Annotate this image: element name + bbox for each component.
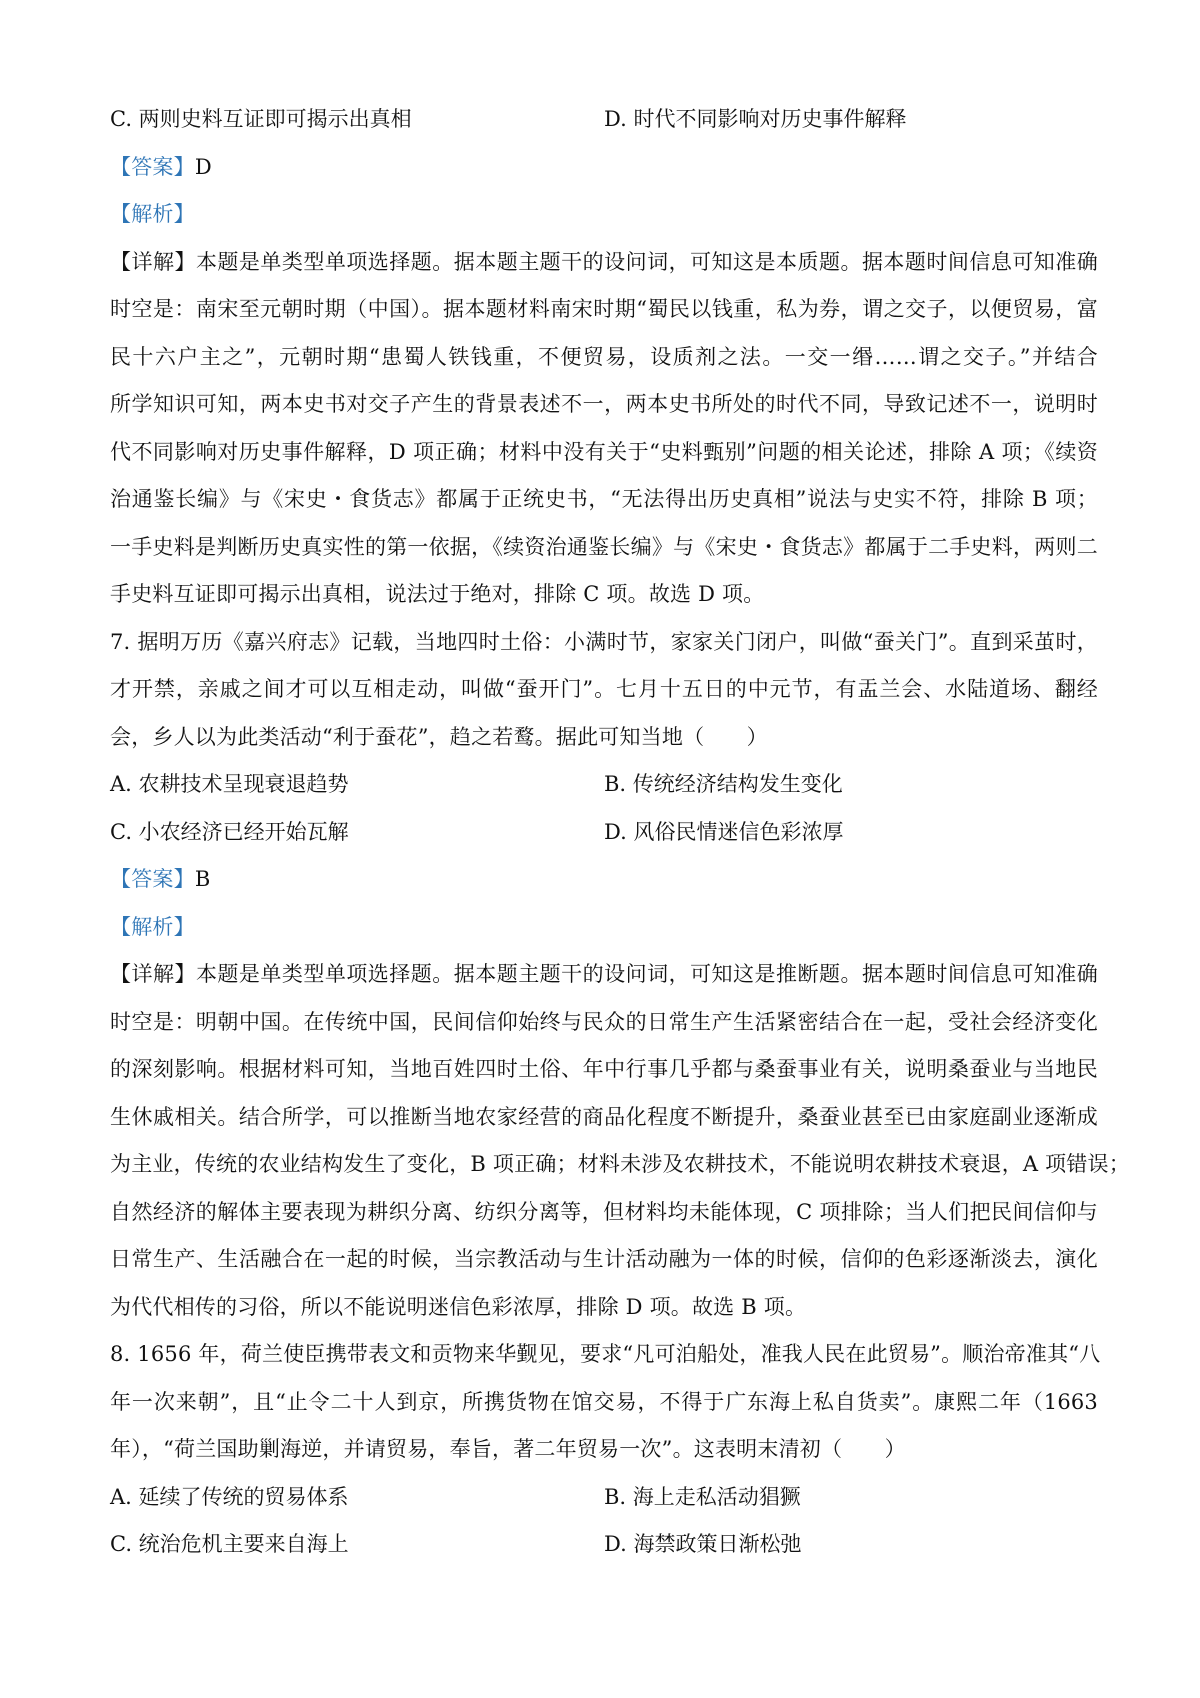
option-key: C. [110, 1532, 139, 1556]
q8-option-d [604, 1521, 1098, 1569]
option-key: D. [604, 107, 634, 131]
analysis-tag: 【解析】 [110, 202, 195, 226]
q7-detail-line: 为代代相传的习俗，所以不能说明迷信色彩浓厚，排除 D 项。故选 B 项。 [110, 1294, 807, 1319]
q6-detail-line: 所学知识可知，两本史书对交子产生的背景表述不一，两本史书所处的时代不同，导致记述不一，说明时 [110, 392, 1098, 416]
q7-answer [110, 856, 1098, 904]
q7-analysis-heading [110, 904, 1098, 952]
option-text: 传统经济结构发生变化 [632, 772, 843, 796]
q8-stem-line: 8. 1656 年，荷兰使臣携带表文和贡物来华觐见，要求“凡可泊船处，准我人民在此贸易”。顺治帝准其“八 [110, 1342, 1101, 1366]
q6-detail-line: 手史料互证即可揭示出真相，说法过于绝对，排除 C 项。故选 D 项。 [110, 582, 765, 606]
q7-detail-line: 为主业，传统的农业结构发生了变化，B 项正确；材料未涉及农耕技术，不能说明农耕技术衰退，A 项错误； [110, 1152, 1130, 1176]
option-key: A. [110, 772, 139, 796]
answer-value: D [194, 154, 212, 179]
q7-option-d [604, 809, 1098, 857]
analysis-tag: 【解析】 [110, 914, 195, 939]
option-key: C. [110, 819, 139, 844]
q8-option-c [110, 1521, 604, 1569]
detail-tag: 【详解】 [110, 249, 196, 274]
q6-detail-line: 时空是：南宋至元朝时期（中国）。据本题材料南宋时期“蜀民以钱重，私为券，谓之交子，以便贸易，富 [110, 297, 1098, 321]
q8-stem-line: 年），“荷兰国助剿海逆，并请贸易，奉旨，著二年贸易一次”。这表明末清初（ ） [110, 1437, 906, 1461]
answer-value: B [194, 867, 211, 891]
q6-detail-line: 民十六户主之”，元朝时期“患蜀人铁钱重，不便贸易，设质剂之法。一交一缗……谓之交子。”并结合 [110, 344, 1098, 369]
option-key: C. [110, 107, 139, 131]
q7-stem-line: 会，乡人以为此类活动“利于蚕花”，趋之若鹜。据此可知当地（ ） [110, 724, 768, 749]
q7-detail-line: 日常生产、生活融合在一起的时候，当宗教活动与生计活动融为一体的时候，信仰的色彩逐渐淡去，演化 [110, 1247, 1098, 1271]
detail-text: 本题是单类型单项选择题。据本题主题干的设问词，可知这是推断题。据本题时间信息可知准确 [195, 962, 1098, 986]
option-text: 风俗民情迷信色彩浓厚 [633, 819, 844, 844]
q6-detail-line: 代不同影响对历史事件解释，D 项正确；材料中没有关于“史料甄别”问题的相关论述，排除 A 项；《续资 [110, 439, 1098, 464]
q6-answer [110, 144, 1098, 192]
q6-option-c [110, 96, 604, 144]
q7-option-b [604, 761, 1098, 809]
q7-options-row [110, 809, 1098, 857]
option-text: 海禁政策日渐松弛 [633, 1532, 802, 1556]
q7-options-row [110, 761, 1098, 809]
q6-option-d [604, 96, 1098, 144]
q6-detail-line [110, 239, 1098, 287]
q7-detail-line [110, 951, 1098, 999]
answer-tag: 【答案】 [110, 154, 195, 179]
document-page [110, 96, 1130, 1569]
option-text: 延续了传统的贸易体系 [138, 1484, 349, 1509]
q6-detail-line: 一手史料是判断历史真实性的第一依据，《续资治通鉴长编》与《宋史・食货志》都属于二手史料，两则二 [110, 534, 1098, 559]
option-key: A. [110, 1484, 139, 1509]
option-key: D. [604, 819, 634, 844]
option-key: B. [604, 1484, 633, 1509]
option-text: 农耕技术呈现衰退趋势 [138, 772, 349, 796]
option-key: D. [604, 1532, 634, 1556]
detail-text: 本题是单类型单项选择题。据本题主题干的设问词，可知这是本质题。据本题时间信息可知准确 [195, 249, 1098, 274]
option-key: B. [604, 772, 633, 796]
q8-stem-line: 年一次来朝”，且“止令二十人到京，所携货物在馆交易，不得于广东海上私自货卖”。康熙二年（1663 [110, 1389, 1098, 1414]
q7-option-c [110, 809, 604, 857]
answer-tag: 【答案】 [110, 867, 195, 891]
q8-option-b [604, 1474, 1098, 1522]
q6-detail-line: 治通鉴长编》与《宋史・食货志》都属于正统史书，“无法得出历史真相”说法与史实不符，排除 B 项； [110, 487, 1098, 511]
q6-analysis-heading [110, 191, 1098, 239]
q8-options-row [110, 1474, 1098, 1522]
option-text: 海上走私活动猖獗 [632, 1484, 801, 1509]
q7-detail-line: 时空是：明朝中国。在传统中国，民间信仰始终与民众的日常生产生活紧密结合在一起，受社会经济变化 [110, 1009, 1098, 1034]
q7-option-a [110, 761, 604, 809]
q8-option-a [110, 1474, 604, 1522]
q7-detail-line: 的深刻影响。根据材料可知，当地百姓四时土俗、年中行事几乎都与桑蚕事业有关，说明桑蚕业与当地民 [110, 1057, 1098, 1081]
q7-detail-line: 自然经济的解体主要表现为耕织分离、纺织分离等，但材料均未能体现，C 项排除；当人们把民间信仰与 [110, 1199, 1098, 1224]
q7-stem-line: 7. 据明万历《嘉兴府志》记载，当地四时土俗：小满时节，家家关门闭户，叫做“蚕关门”。直到采茧时， [110, 629, 1098, 654]
q7-detail-line: 生休戚相关。结合所学，可以推断当地农家经营的商品化程度不断提升，桑蚕业甚至已由家庭副业逐渐成 [110, 1104, 1098, 1129]
q8-options-row [110, 1521, 1098, 1569]
q6-options-row [110, 96, 1098, 144]
detail-tag: 【详解】 [110, 962, 196, 986]
option-text: 统治危机主要来自海上 [138, 1532, 349, 1556]
option-text: 时代不同影响对历史事件解释 [633, 107, 907, 131]
option-text: 小农经济已经开始瓦解 [138, 819, 349, 844]
option-text: 两则史料互证即可揭示出真相 [138, 107, 412, 131]
q7-stem-line: 才开禁，亲戚之间才可以互相走动，叫做“蚕开门”。七月十五日的中元节，有盂兰会、水陆道场、翻经 [110, 677, 1098, 701]
